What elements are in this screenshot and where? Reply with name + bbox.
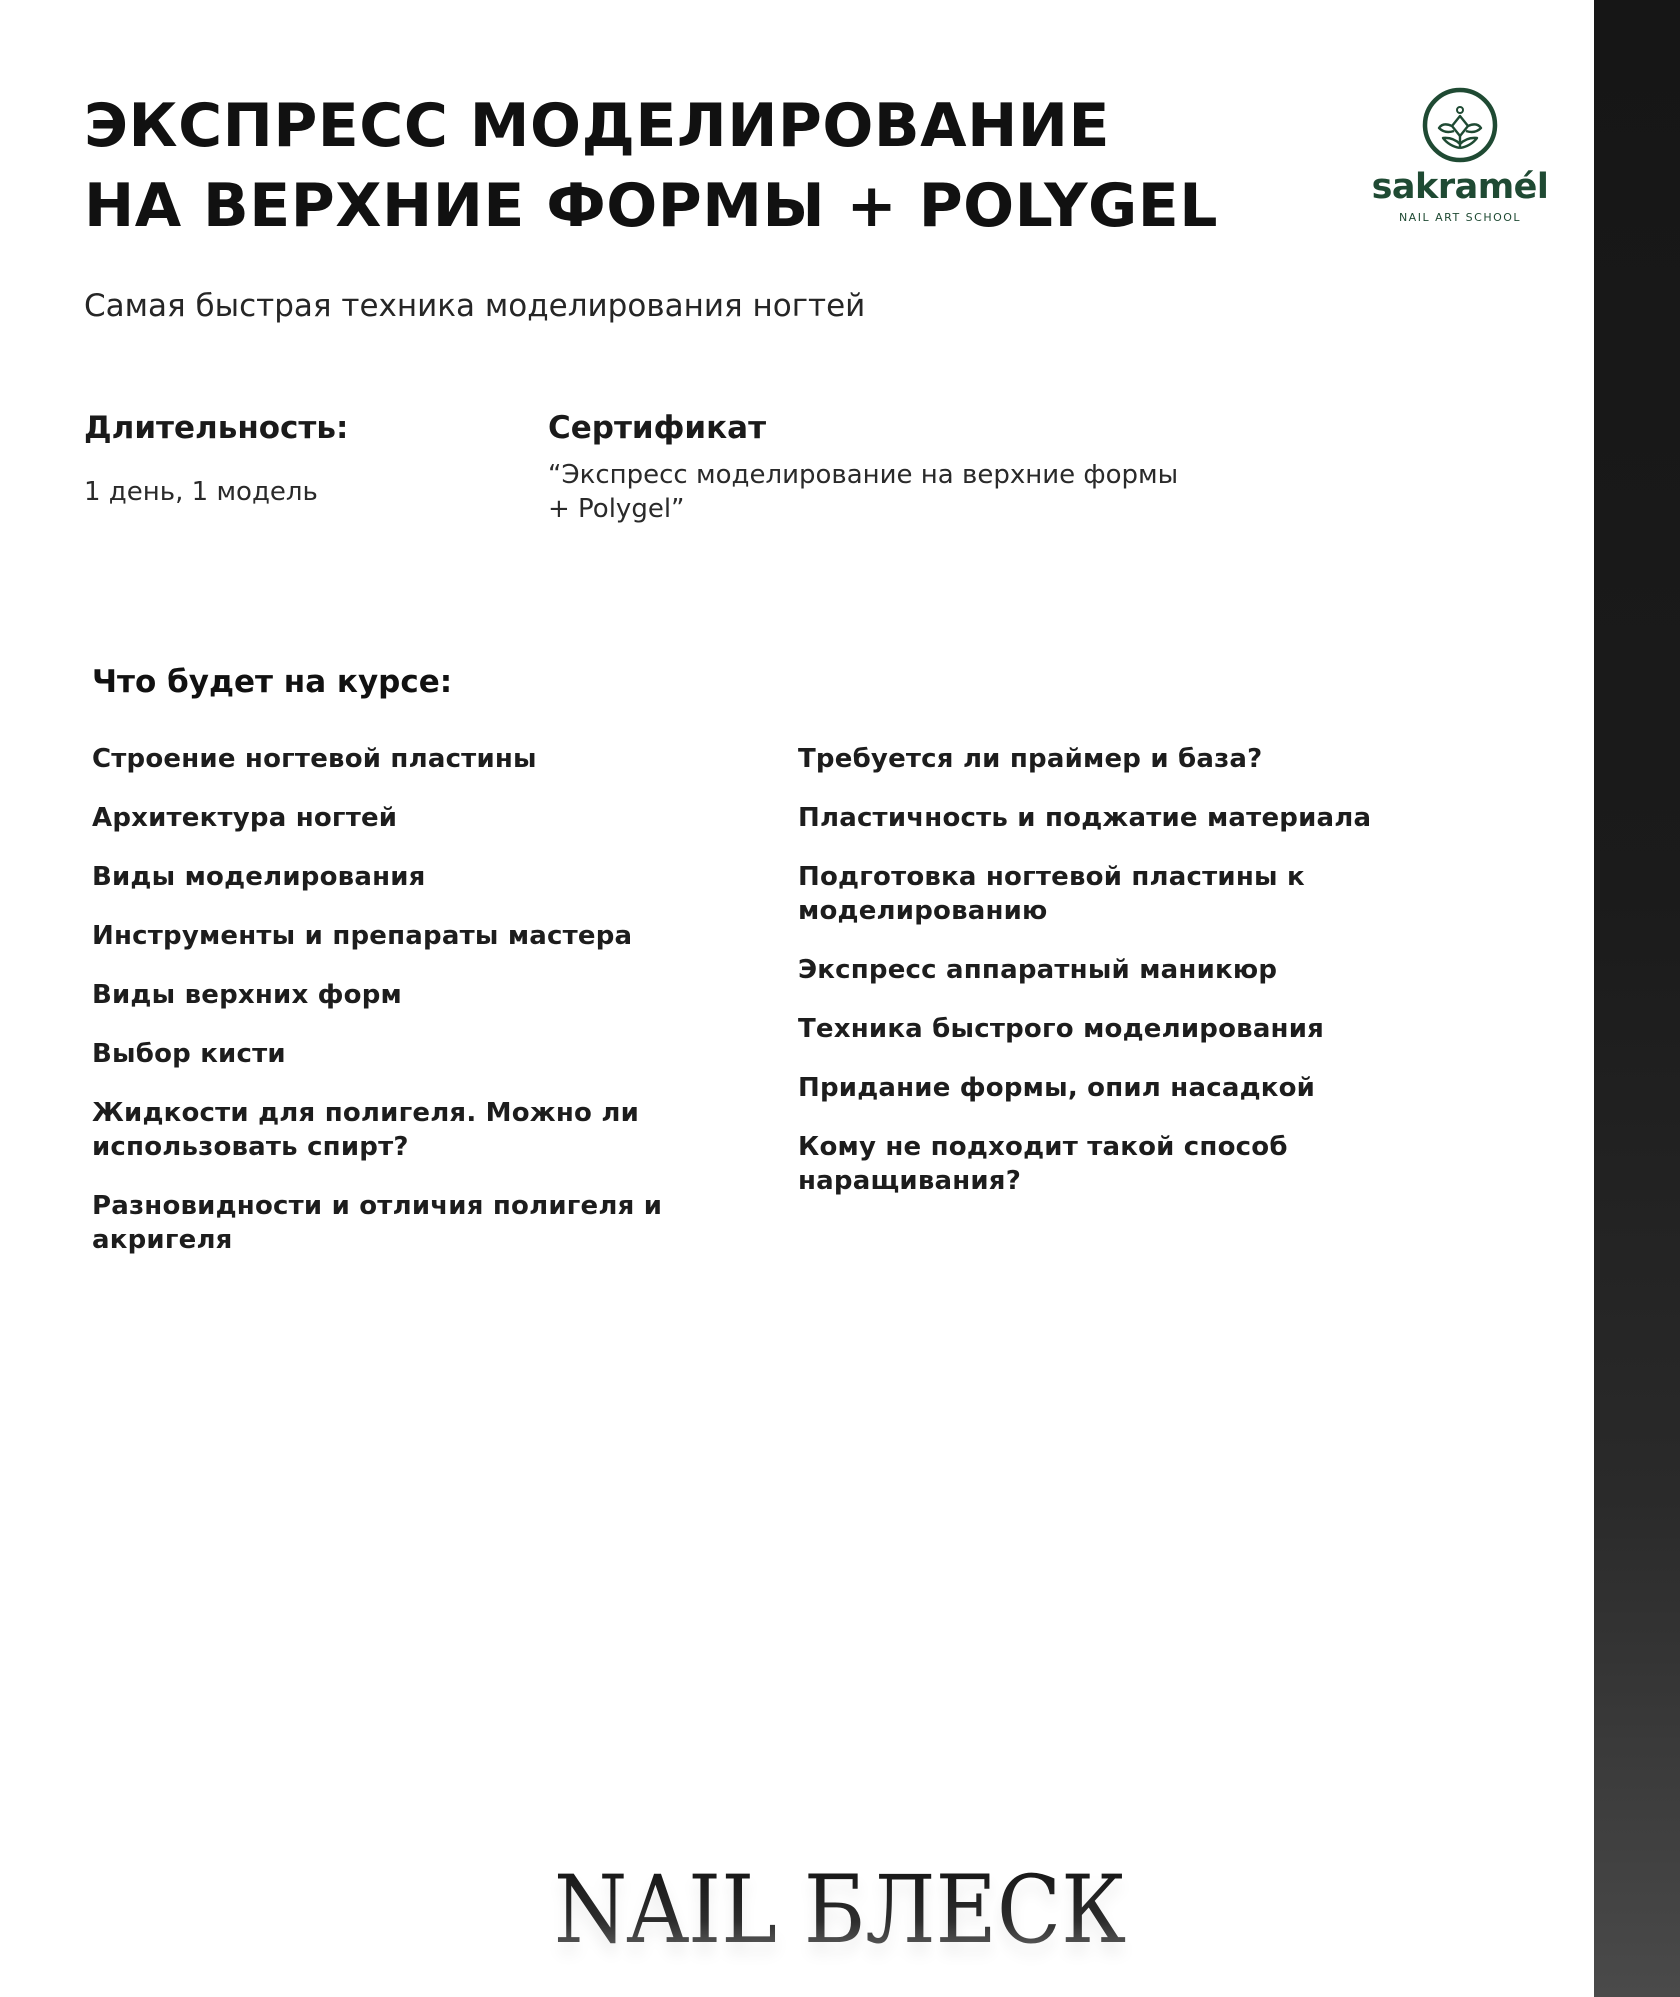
list-item: Техника быстрого моделирования (798, 1014, 1325, 1044)
list-item: Подготовка ногтевой пластины к моделированию (798, 862, 1305, 926)
school-logo (1350, 86, 1570, 236)
list-item: Экспресс аппаратный маникюр (798, 955, 1278, 985)
logo-wordmark: sakramél (1371, 167, 1549, 207)
page-subtitle: Самая быстрая техника моделирования ногтей (84, 288, 866, 324)
list-item: Строение ногтевой пластины (92, 744, 537, 774)
title-line-1: ЭКСПРЕСС МОДЕЛИРОВАНИЕ (84, 91, 1110, 161)
brand-watermark: NAIL БЛЕСК (510, 1853, 1170, 1976)
course-heading: Что будет на курсе: (92, 664, 453, 700)
course-list-left (92, 742, 732, 1282)
title-line-2: НА ВЕРХНИЕ ФОРМЫ + POLYGEL (84, 171, 1218, 241)
certificate-value: “Экспресс моделирование на верхние формы + Polygel” (548, 460, 1179, 524)
list-item: Кому не подходит такой способ наращивания? (798, 1132, 1288, 1196)
list-item: Виды верхних форм (92, 980, 402, 1010)
list-item: Архитектура ногтей (92, 803, 398, 833)
list-item: Пластичность и поджатие материала (798, 803, 1372, 833)
duration-value: 1 день, 1 модель (84, 477, 318, 507)
list-item: Требуется ли праймер и база? (798, 744, 1263, 774)
lotus-leaf-icon (1421, 86, 1499, 164)
certificate-label: Сертификат (548, 410, 767, 446)
list-item: Придание формы, опил насадкой (798, 1073, 1316, 1103)
duration-label: Длительность: (84, 410, 349, 446)
dark-side-strip (1594, 0, 1680, 1997)
list-item: Жидкости для полигеля. Можно ли использовать спирт? (92, 1098, 640, 1162)
list-item: Виды моделирования (92, 862, 426, 892)
page-title (84, 86, 1218, 246)
list-item: Разновидности и отличия полигеля и акригеля (92, 1191, 663, 1255)
course-list-right (798, 742, 1518, 1223)
list-item: Инструменты и препараты мастера (92, 921, 633, 951)
list-item: Выбор кисти (92, 1039, 286, 1069)
logo-tagline: NAIL ART SCHOOL (1398, 211, 1522, 224)
